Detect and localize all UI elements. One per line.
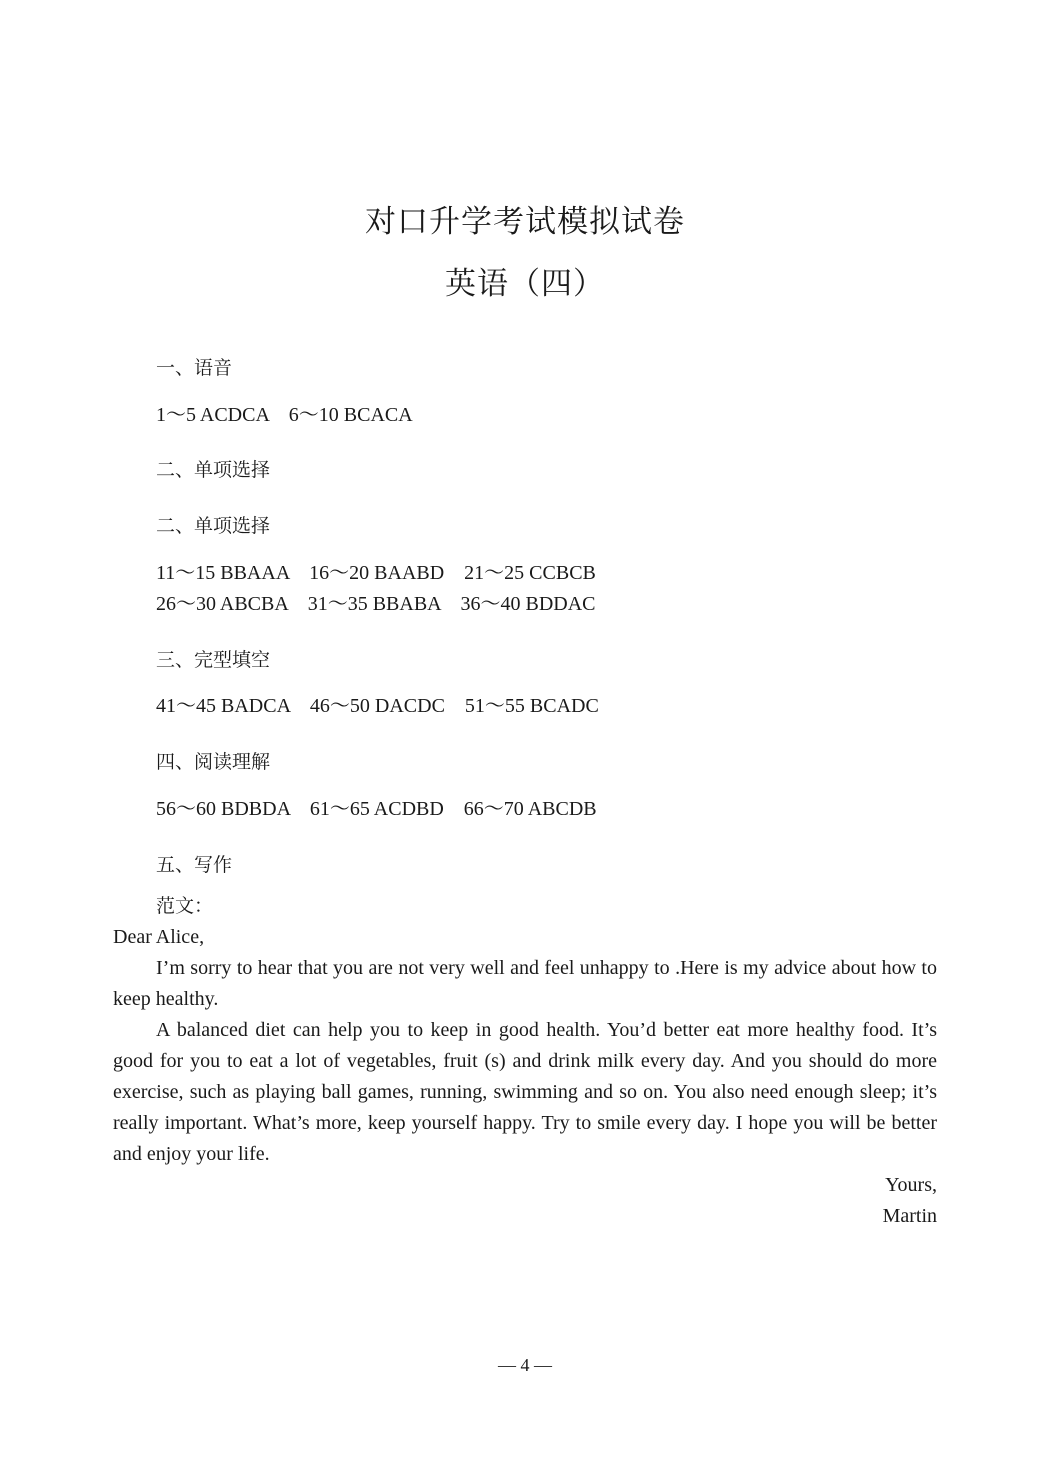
page-number: — 4 —	[498, 1355, 552, 1375]
answer-line: 1～5 ACDCA 6～10 BCACA	[156, 404, 413, 426]
answer-line: 41～45 BADCA 46～50 DACDC 51～55 BCADC	[156, 695, 599, 717]
document-subtitle: 英语（四）	[445, 266, 605, 302]
section-heading-single-choice-repeat: 二、单项选择	[156, 515, 271, 537]
section-heading-cloze: 三、完型填空	[156, 649, 271, 671]
essay-greeting: Dear Alice,	[113, 926, 205, 948]
section-heading-phonetics: 一、语音	[156, 357, 233, 379]
section-heading-writing: 五、写作	[156, 854, 233, 876]
section-heading-reading: 四、阅读理解	[156, 751, 271, 773]
essay-label: 范文：	[156, 895, 214, 917]
sample-essay	[113, 891, 937, 1232]
essay-signature: Martin	[882, 1205, 937, 1227]
section-heading-single-choice: 二、单项选择	[156, 459, 271, 481]
answer-line: 11～15 BBAAA 16～20 BAABD 21～25 CCBCB	[156, 562, 596, 584]
answer-line: 26～30 ABCBA 31～35 BBABA 36～40 BDDAC	[156, 593, 596, 615]
essay-closing: Yours,	[885, 1174, 937, 1196]
answer-line: 56～60 BDBDA 61～65 ACDBD 66～70 ABCDB	[156, 798, 597, 820]
essay-paragraph: A balanced diet can help you to keep in good health. You’d better eat more healthy food. It’s good for you to eat a lot of vegetables, fruit (s) and drink milk every day. And you should do more exercise, such as playing ball games, running, swimming and so on. You also need enough sleep; it’s really important. What’s more, keep yourself happy. Try to smile every day. I hope you will be better and enjoy your life.	[113, 1019, 937, 1165]
essay-paragraph: I’m sorry to hear that you are not very well and feel unhappy to .Here is my advice about how to keep healthy.	[113, 957, 937, 1010]
document-title: 对口升学考试模拟试卷	[365, 204, 685, 240]
